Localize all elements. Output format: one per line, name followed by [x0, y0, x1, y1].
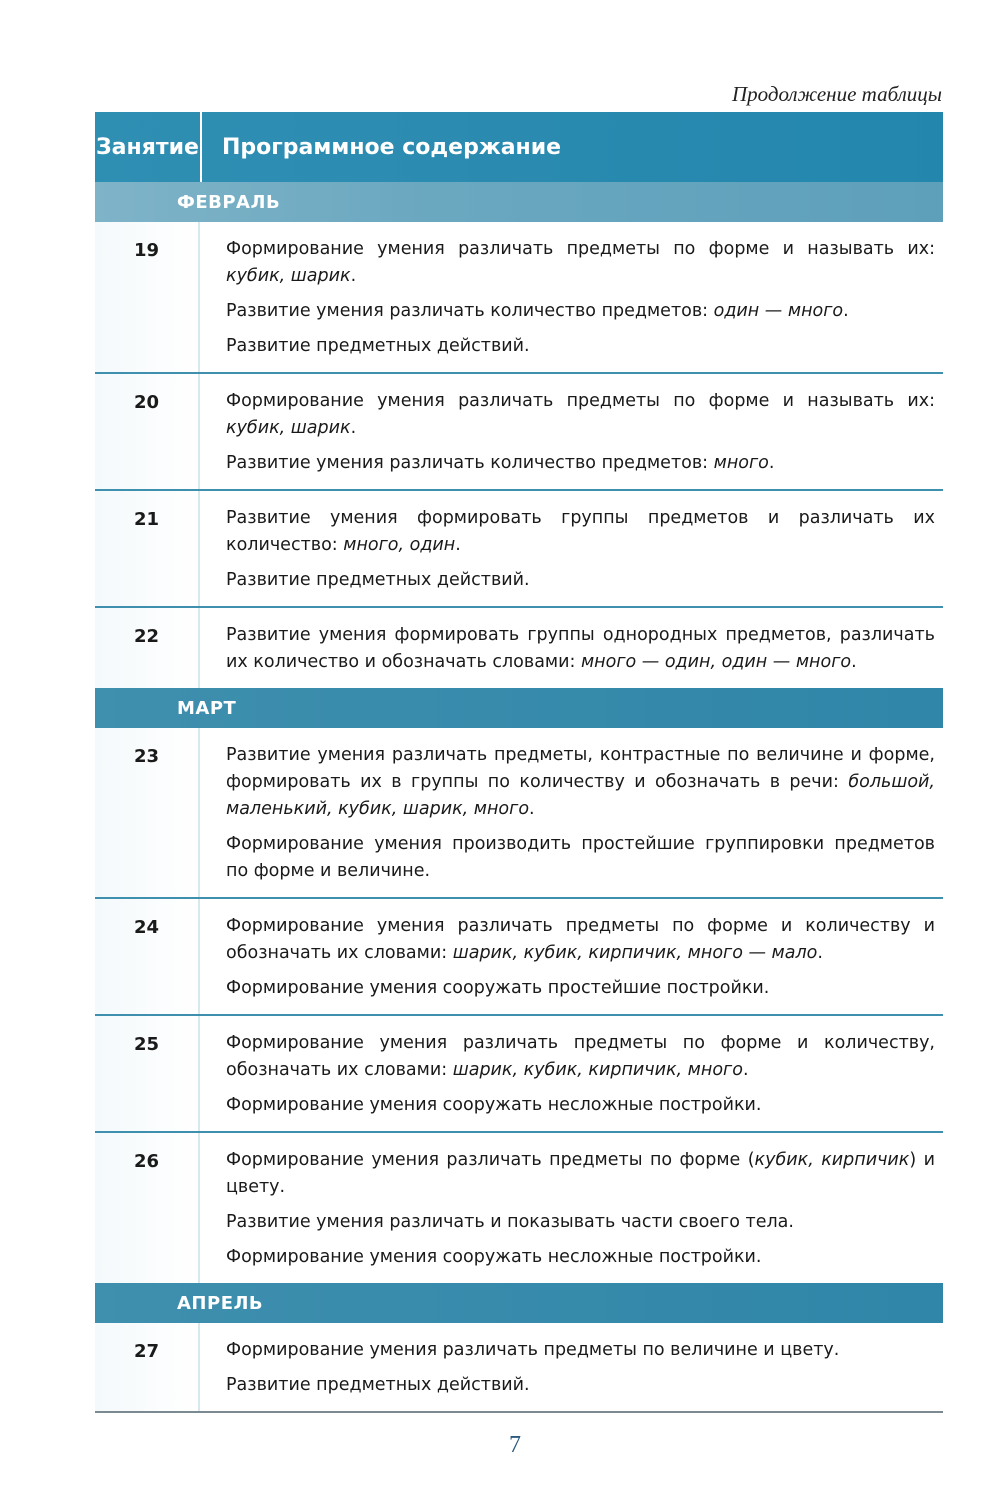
paragraph: Развитие умения различать предметы, контрастные по величине и форме, формировать их в группы по количеству и обозначать в речи: большой, маленький, кубик, шарик, много. [226, 745, 935, 819]
table-row [95, 1323, 943, 1413]
month-april: АПРЕЛЬ [95, 1283, 943, 1323]
table-row [95, 1133, 943, 1283]
lesson-content [200, 1323, 943, 1411]
lesson-content [200, 899, 943, 1014]
paragraph: Развитие предметных действий. [226, 336, 530, 356]
table-row [95, 222, 943, 374]
lesson-number: 19 [95, 222, 200, 372]
paragraph: Формирование умения сооружать несложные постройки. [226, 1095, 762, 1115]
paragraph: Формирование умения различать предметы по форме и называть их: кубик, шарик. [226, 239, 935, 286]
paragraph: Развитие умения формировать группы однородных предметов, различать их количество и обозначать словами: много — один, один — много. [226, 625, 935, 672]
month-february: ФЕВРАЛЬ [95, 182, 943, 222]
paragraph: Формирование умения производить простейшие группировки предметов по форме и величине. [226, 834, 935, 881]
lesson-content [200, 222, 943, 372]
header-content: Программное содержание [222, 134, 562, 160]
table-row [95, 608, 943, 688]
paragraph: Формирование умения различать предметы по величине и цвету. [226, 1340, 840, 1360]
lesson-number: 23 [95, 728, 200, 897]
paragraph: Формирование умения сооружать простейшие постройки. [226, 978, 770, 998]
header-lesson: Занятие [95, 112, 202, 182]
lesson-number: 21 [95, 491, 200, 606]
continuation-note: Продолжение таблицы [731, 82, 942, 106]
page-number: 7 [509, 1432, 521, 1458]
table-row [95, 728, 943, 899]
table-row [95, 1016, 943, 1133]
lesson-content [200, 1016, 943, 1131]
paragraph: Развитие умения различать количество предметов: один — много. [226, 301, 849, 321]
lesson-content [200, 728, 943, 897]
lesson-number: 26 [95, 1133, 200, 1283]
paragraph: Формирование умения различать предметы по форме и количеству, обозначать их словами: шарик, кубик, кирпичик, много. [226, 1033, 935, 1080]
paragraph: Формирование умения различать предметы по форме и количеству и обозначать их словами: шарик, кубик, кирпичик, много — мало. [226, 916, 935, 963]
lesson-content [200, 1133, 943, 1283]
lesson-number: 27 [95, 1323, 200, 1411]
table-row [95, 374, 943, 491]
table-header [95, 112, 943, 182]
paragraph: Формирование умения сооружать несложные постройки. [226, 1247, 762, 1267]
paragraph: Развитие предметных действий. [226, 1375, 530, 1395]
lesson-number: 25 [95, 1016, 200, 1131]
lesson-content [200, 608, 943, 688]
lesson-content [200, 491, 943, 606]
paragraph: Развитие предметных действий. [226, 570, 530, 590]
paragraph: Развитие умения различать количество предметов: много. [226, 453, 775, 473]
paragraph: Развитие умения различать и показывать части своего тела. [226, 1212, 794, 1232]
paragraph: Формирование умения различать предметы по форме и называть их: кубик, шарик. [226, 391, 935, 438]
paragraph: Развитие умения формировать группы предметов и различать их количество: много, один. [226, 508, 935, 555]
table-row [95, 899, 943, 1016]
lesson-number: 22 [95, 608, 200, 688]
month-march: МАРТ [95, 688, 943, 728]
lesson-number: 20 [95, 374, 200, 489]
lesson-content [200, 374, 943, 489]
table-row [95, 491, 943, 608]
lesson-number: 24 [95, 899, 200, 1014]
paragraph: Формирование умения различать предметы по форме (кубик, кирпичик) и цвету. [226, 1150, 935, 1197]
lesson-table [95, 112, 943, 1413]
